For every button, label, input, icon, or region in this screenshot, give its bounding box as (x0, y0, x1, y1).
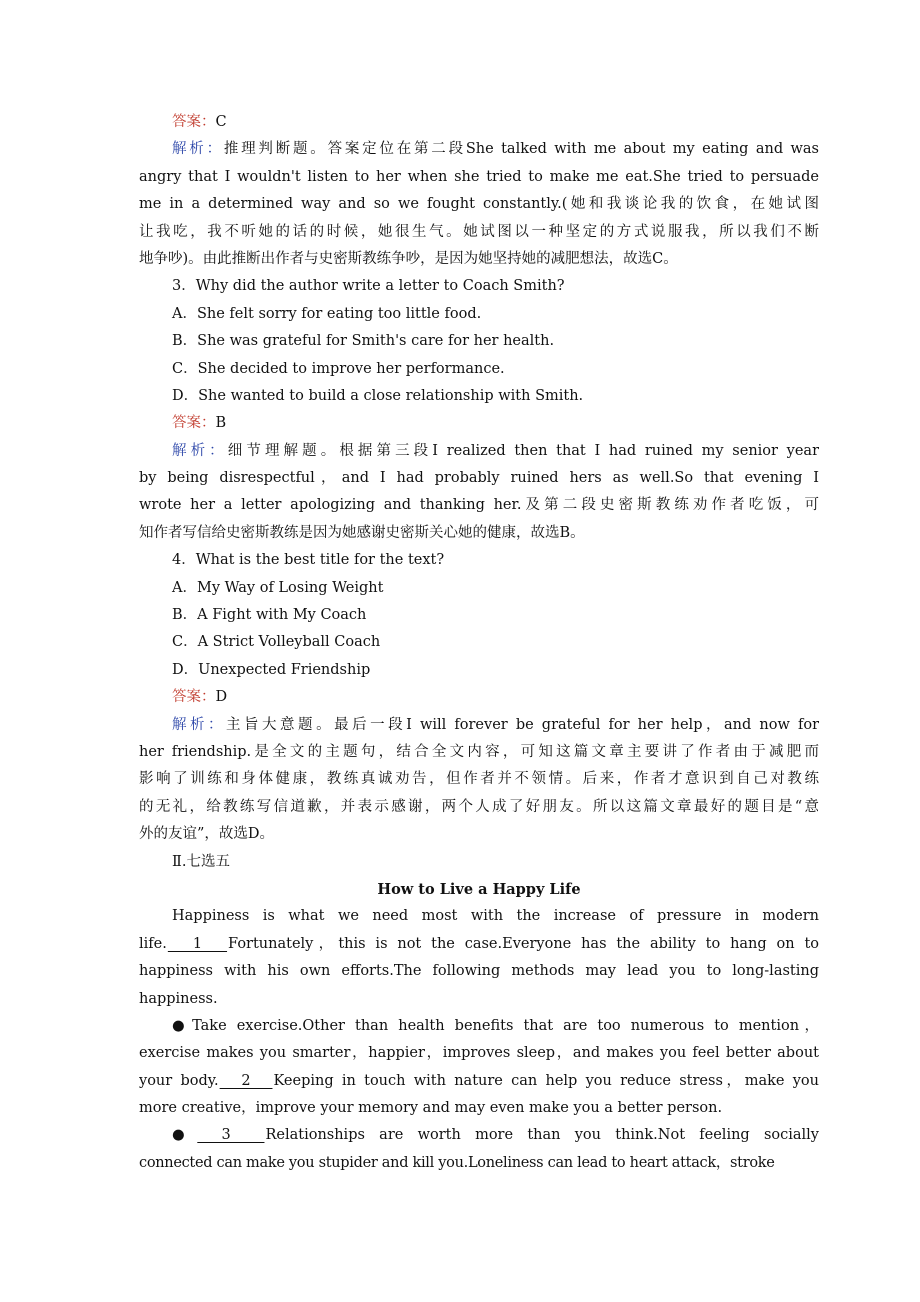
option-c: C．A Strict Volleyball Coach (172, 634, 381, 651)
passage-line: connected can make you stupider and kill you.Loneliness can lead to heart attack，stroke (139, 1154, 775, 1171)
passage-line (139, 1068, 819, 1095)
answer-q2 (139, 109, 819, 136)
explanation-q4-line: her friendship.是全文的主题句，结合全文内容，可知这篇文章主要讲了作者由于减肥而 (139, 743, 819, 760)
answer-value: B (215, 415, 227, 432)
answer-q4 (139, 684, 819, 711)
answer-label: 答案： (172, 114, 216, 130)
explanation-q2-line: angry that I wouldn't listen to her when she tried to make me eat.She tried to persuade (139, 168, 819, 185)
option-a: A．My Way of Losing Weight (172, 579, 384, 596)
passage-line: Happiness is what we need most with the increase of pressure in modern (172, 908, 819, 925)
passage-line: happiness with his own efforts.The following methods may lead you to long-lasting (139, 963, 819, 980)
passage-line (139, 931, 819, 958)
explanation-q3-line: 知作者写信给史密斯教练是因为她感谢史密斯关心她的健康，故选B。 (139, 524, 585, 541)
answer-label: 答案： (172, 689, 216, 706)
passage-title: How to Live a Happy Life (377, 880, 581, 898)
explanation-label: 解析： (172, 442, 228, 459)
explanation-text: 主旨大意题。最后一段I will forever be grateful for her help，and now for (226, 716, 819, 733)
explanation-q2-line: me in a determined way and so we fought constantly.(她和我谈论我的饮食，在她试图 (139, 196, 819, 213)
passage-text: Take exercise.Other than health benefits that are too numerous to mention， (192, 1017, 819, 1034)
bullet-icon: ● (172, 1127, 195, 1144)
answer-value: C (215, 114, 227, 130)
blank-3[interactable]: 3 (197, 1127, 265, 1144)
explanation-q4-line: 外的友谊”，故选D。 (139, 826, 275, 843)
explanation-q4-line: 影响了训练和身体健康，教练真诚劝告，但作者并不领情。后来，作者才意识到自己对教练 (139, 771, 819, 788)
explanation-q4-line (139, 712, 819, 739)
explanation-label: 解析： (172, 716, 227, 733)
explanation-q3-line: by being disrespectful，and I had probably ruined hers as well.So that evening I (139, 470, 819, 487)
passage-text: Relationships are worth more than you think.Not feeling socially (265, 1127, 819, 1144)
document-content (139, 109, 819, 1177)
option-a: A．She felt sorry for eating too little food. (172, 305, 482, 322)
question-4: 4．What is the best title for the text? (172, 552, 445, 569)
explanation-q2-line: 让我吃，我不听她的话的时候，她很生气。她试图以一种坚定的方式说服我，所以我们不断 (139, 223, 819, 240)
option-d: D．She wanted to build a close relationship with Smith. (172, 387, 584, 404)
passage-text: Keeping in touch with nature can help you reduce stress，make you (273, 1072, 819, 1089)
passage-line: more creative，improve your memory and may even make you a better person. (139, 1100, 723, 1117)
option-d: D．Unexpected Friendship (172, 661, 371, 678)
answer-q3 (139, 410, 819, 437)
passage-line (139, 1013, 819, 1040)
explanation-label: 解析： (172, 141, 224, 158)
option-c: C．She decided to improve her performance. (172, 360, 505, 377)
passage-text: life. (139, 935, 167, 952)
explanation-text: 推理判断题。答案定位在第二段She talked with me about my eating and was (223, 141, 819, 158)
bullet-icon: ● (172, 1017, 191, 1034)
section-heading: Ⅱ.七选五 (172, 853, 230, 870)
explanation-q3-line: wrote her a letter apologizing and thanking her.及第二段史密斯教练劝作者吃饭，可 (139, 497, 819, 514)
blank-1[interactable]: 1 (167, 935, 228, 952)
answer-label: 答案： (172, 415, 216, 432)
passage-line: happiness. (139, 990, 218, 1007)
passage-line (139, 1122, 819, 1149)
explanation-q4-line: 的无礼，给教练写信道歉，并表示感谢，两个人成了好朋友。所以这篇文章最好的题目是“意 (139, 798, 819, 815)
blank-2[interactable]: 2 (219, 1072, 273, 1089)
answer-value: D (215, 689, 228, 706)
passage-text: Fortunately，this is not the case.Everyone has the ability to hang on to (228, 935, 819, 952)
passage-line: exercise makes you smarter，happier，improves sleep，and makes you feel better about (139, 1045, 819, 1062)
explanation-text: 细节理解题。根据第三段I realized then that I had ruined my senior year (227, 442, 819, 459)
option-b: B．A Fight with My Coach (172, 607, 367, 624)
option-b: B．She was grateful for Smith's care for her health. (172, 333, 555, 350)
explanation-q3-line (139, 438, 819, 465)
question-3: 3．Why did the author write a letter to Coach Smith? (172, 278, 565, 295)
passage-text: your body. (139, 1072, 219, 1089)
explanation-q2-line: 地争吵)。由此推断出作者与史密斯教练争吵，是因为她坚持她的减肥想法，故选C。 (139, 250, 678, 267)
explanation-q2-line (139, 136, 819, 163)
